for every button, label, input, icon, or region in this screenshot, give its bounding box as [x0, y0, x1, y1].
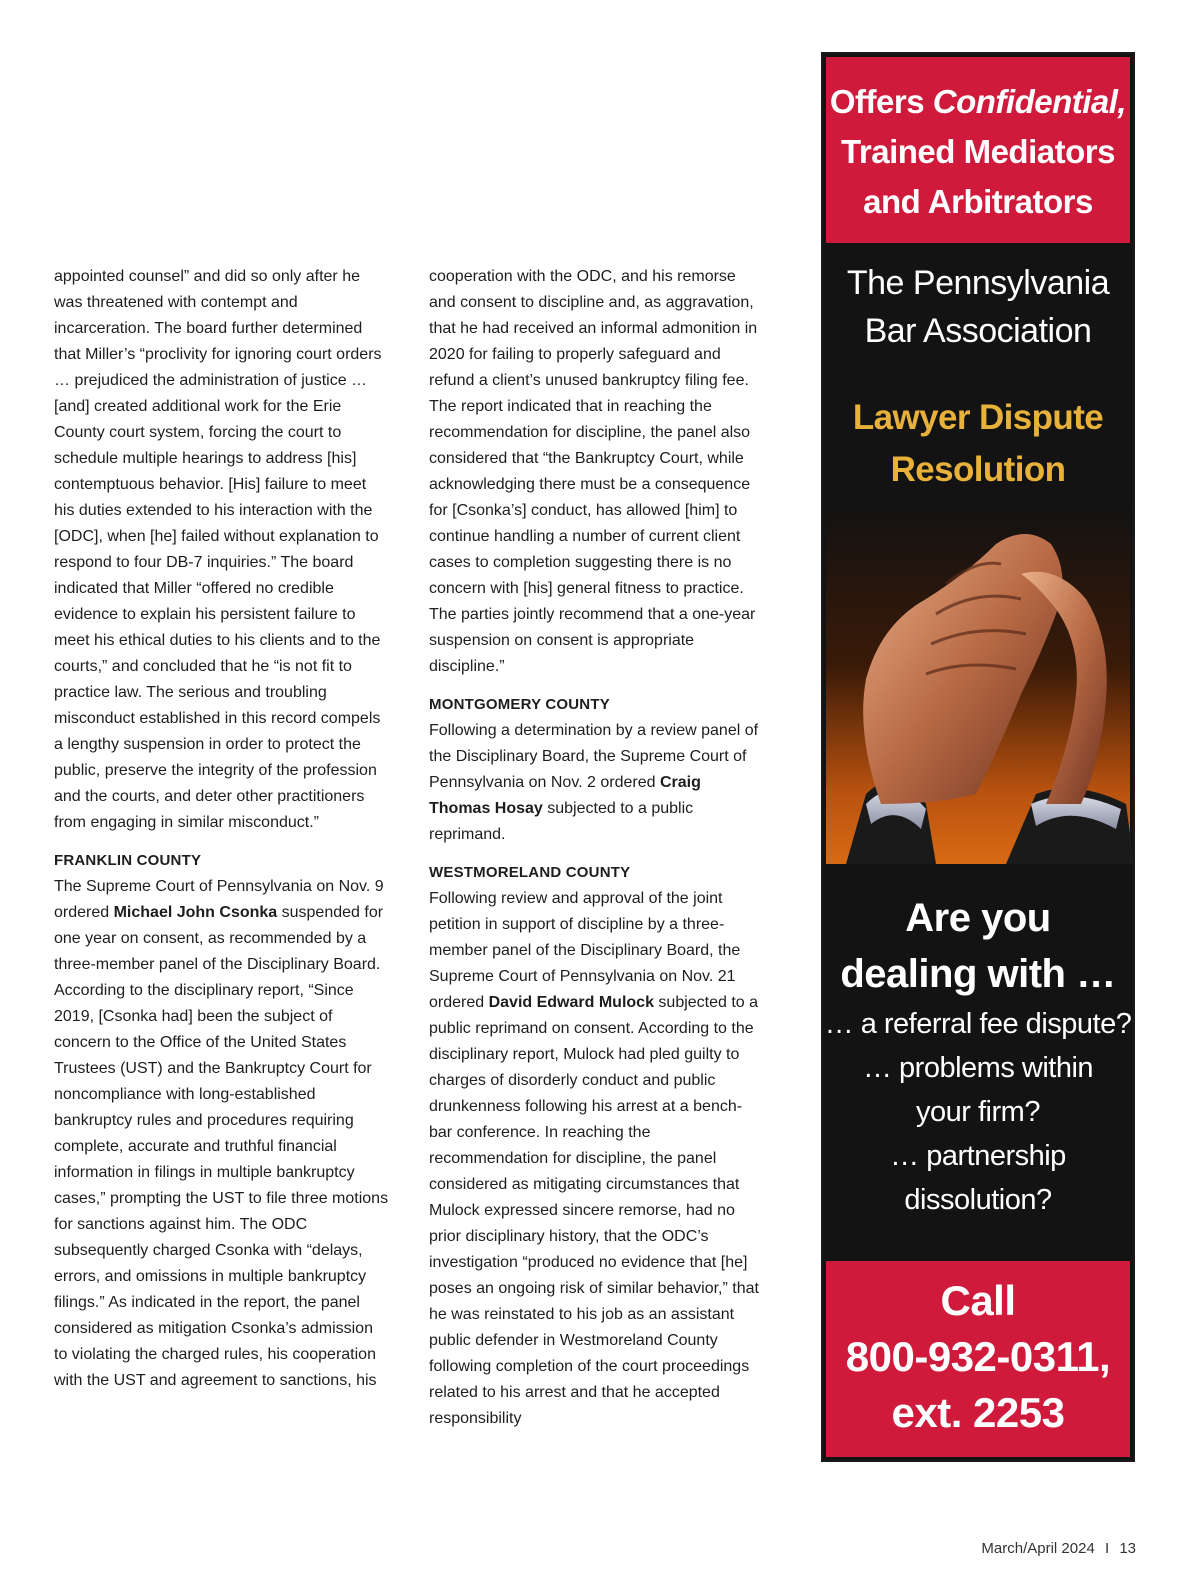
heading-montgomery-county: MONTGOMERY COUNTY	[429, 696, 610, 713]
ad-question-line: … partnership	[890, 1140, 1066, 1172]
ad-phone-extension: ext. 2253	[891, 1389, 1065, 1436]
ad-phone-number: 800-932-0311,	[845, 1333, 1111, 1380]
article-column-middle	[429, 264, 765, 1432]
ad-question-line: … problems within	[862, 1052, 1094, 1084]
attorney-name-mulock: David Edward Mulock	[488, 994, 654, 1011]
advertisement-ldrp	[821, 52, 1135, 1462]
ad-header-line: Trained Mediators	[841, 133, 1115, 170]
ad-question-line: your firm?	[916, 1096, 1040, 1128]
text-run-italic: Confidential,	[932, 83, 1127, 120]
paragraph-franklin	[54, 874, 390, 1394]
text-run: Following review and approval of the joint petition in support of discipline by a three-member panel of the Disciplinary Board, the Supreme Court of Pennsylvania on Nov. 21 ordered	[429, 890, 741, 1011]
text-run: Following a determination by a review panel of the Disciplinary Board, the Supreme Court of Pennsylvania on Nov. 2 ordered	[429, 722, 759, 791]
ad-question-line: dissolution?	[904, 1184, 1052, 1216]
ad-question-line: dealing with …	[840, 952, 1116, 996]
ad-question-line: Are you	[905, 896, 1051, 940]
ad-question-line: … a referral fee dispute?	[824, 1008, 1132, 1040]
ad-call-line: Call	[940, 1277, 1016, 1324]
text-run: Offers	[829, 83, 933, 120]
text-run: The Supreme Court of Pennsylvania on Nov. 9 ordered	[54, 878, 384, 921]
page-number: 13	[1119, 1540, 1136, 1557]
ad-header-line	[826, 77, 1130, 127]
heading-westmoreland-county: WESTMORELAND COUNTY	[429, 864, 631, 881]
attorney-name-csonka: Michael John Csonka	[113, 904, 278, 921]
issue-date: March/April 2024	[981, 1540, 1095, 1557]
ad-program-line: Resolution	[890, 450, 1066, 489]
clasped-hands-photo	[826, 504, 1130, 864]
ad-program-line: Lawyer Dispute	[852, 398, 1104, 437]
heading-franklin-county: FRANKLIN COUNTY	[54, 852, 202, 869]
paragraph-westmoreland	[429, 886, 765, 1432]
page-footer	[981, 1540, 1136, 1557]
ad-question-block	[823, 890, 1133, 1222]
ad-header-line: and Arbitrators	[863, 183, 1093, 220]
text-run: subjected to a public reprimand on consent. According to the disciplinary report, Mulock had pled guilty to charges of disorderly conduct and public drunkenness following his arrest at a bench-bar conference. In reaching the recommendation for discipline, the panel considered as mitigating circumstances that Mulock expressed sincere remorse, had no prior disciplinary history, that the ODC’s investigation “produced no evidence that [he] poses an ongoing risk of similar behavior,” that he was reinstated to his job as an assistant public defender in Westmoreland County following completion of the court proceedings related to his arrest and that he accepted responsibility	[429, 994, 759, 1427]
ad-header-banner	[826, 57, 1130, 243]
paragraph-montgomery	[429, 718, 765, 848]
text-run: suspended for one year on consent, as recommended by a three-member panel of the Disciplinary Board. According to the disciplinary report, “Since 2019, [Csonka had] been the subject of concern to the Office of the United States Trustees (UST) and the Bankruptcy Court for noncompliance with long-established bankruptcy rules and procedures requiring complete, accurate and truthful financial information in filings in multiple bankruptcy cases,” prompting the UST to file three motions for sanctions against him. The ODC subsequently charged Csonka with “delays, errors, and omissions in multiple bankruptcy filings.” As indicated in the report, the panel considered as mitigation Csonka’s admission to violating the charged rules, his cooperation with the UST and agreement to sanctions, his	[54, 904, 389, 1389]
clasped-hands-illustration	[826, 504, 1134, 864]
paragraph-csonka-continued: cooperation with the ODC, and his remorse and consent to discipline and, as aggravation, that he had received an informal admonition in 2020 for failing to properly safeguard and refund a client’s unused bankruptcy filing fee. The report indicated that in reaching the recommendation for discipline, the panel also considered that “the Bankruptcy Court, while acknowledging there must be a consequence for [Csonka’s] conduct, has allowed [him] to continue handling a number of current client cases to completion suggesting there is no concern with [his] general fitness to practice. The parties jointly recommend that a one-year suspension on consent is appropriate discipline.”	[429, 268, 758, 675]
attorney-name-hosay: Craig Thomas Hosay	[429, 774, 701, 817]
ad-org-line: Bar Association	[864, 312, 1092, 350]
footer-separator: I	[1104, 1540, 1110, 1557]
article-column-left	[54, 264, 390, 1394]
ad-org-line: The Pennsylvania	[846, 264, 1110, 302]
paragraph-miller: appointed counsel” and did so only after he was threatened with contempt and incarceration. The board further determined that Miller’s “proclivity for ignoring court orders … prejudiced the administration of justice … [and] created additional work for the Erie County court system, forcing the court to schedule multiple hearings to address [his] contemptuous behavior. [His] failure to meet his duties extended to his interaction with the [ODC], when [he] failed without explanation to respond to four DB-7 inquiries.” The board indicated that Miller “offered no credible evidence to explain his persistent failure to meet his ethical duties to his clients and to the courts,” and concluded that he “is not fit to practice law. The serious and troubling misconduct established in this record compels a lengthy suspension in order to protect the public, preserve the integrity of the profession and the courts, and deter other practitioners from engaging in similar misconduct.”	[54, 268, 382, 831]
text-run: subjected to a public reprimand.	[429, 800, 694, 843]
ad-call-banner	[826, 1261, 1130, 1457]
ad-organization-name	[823, 259, 1133, 355]
